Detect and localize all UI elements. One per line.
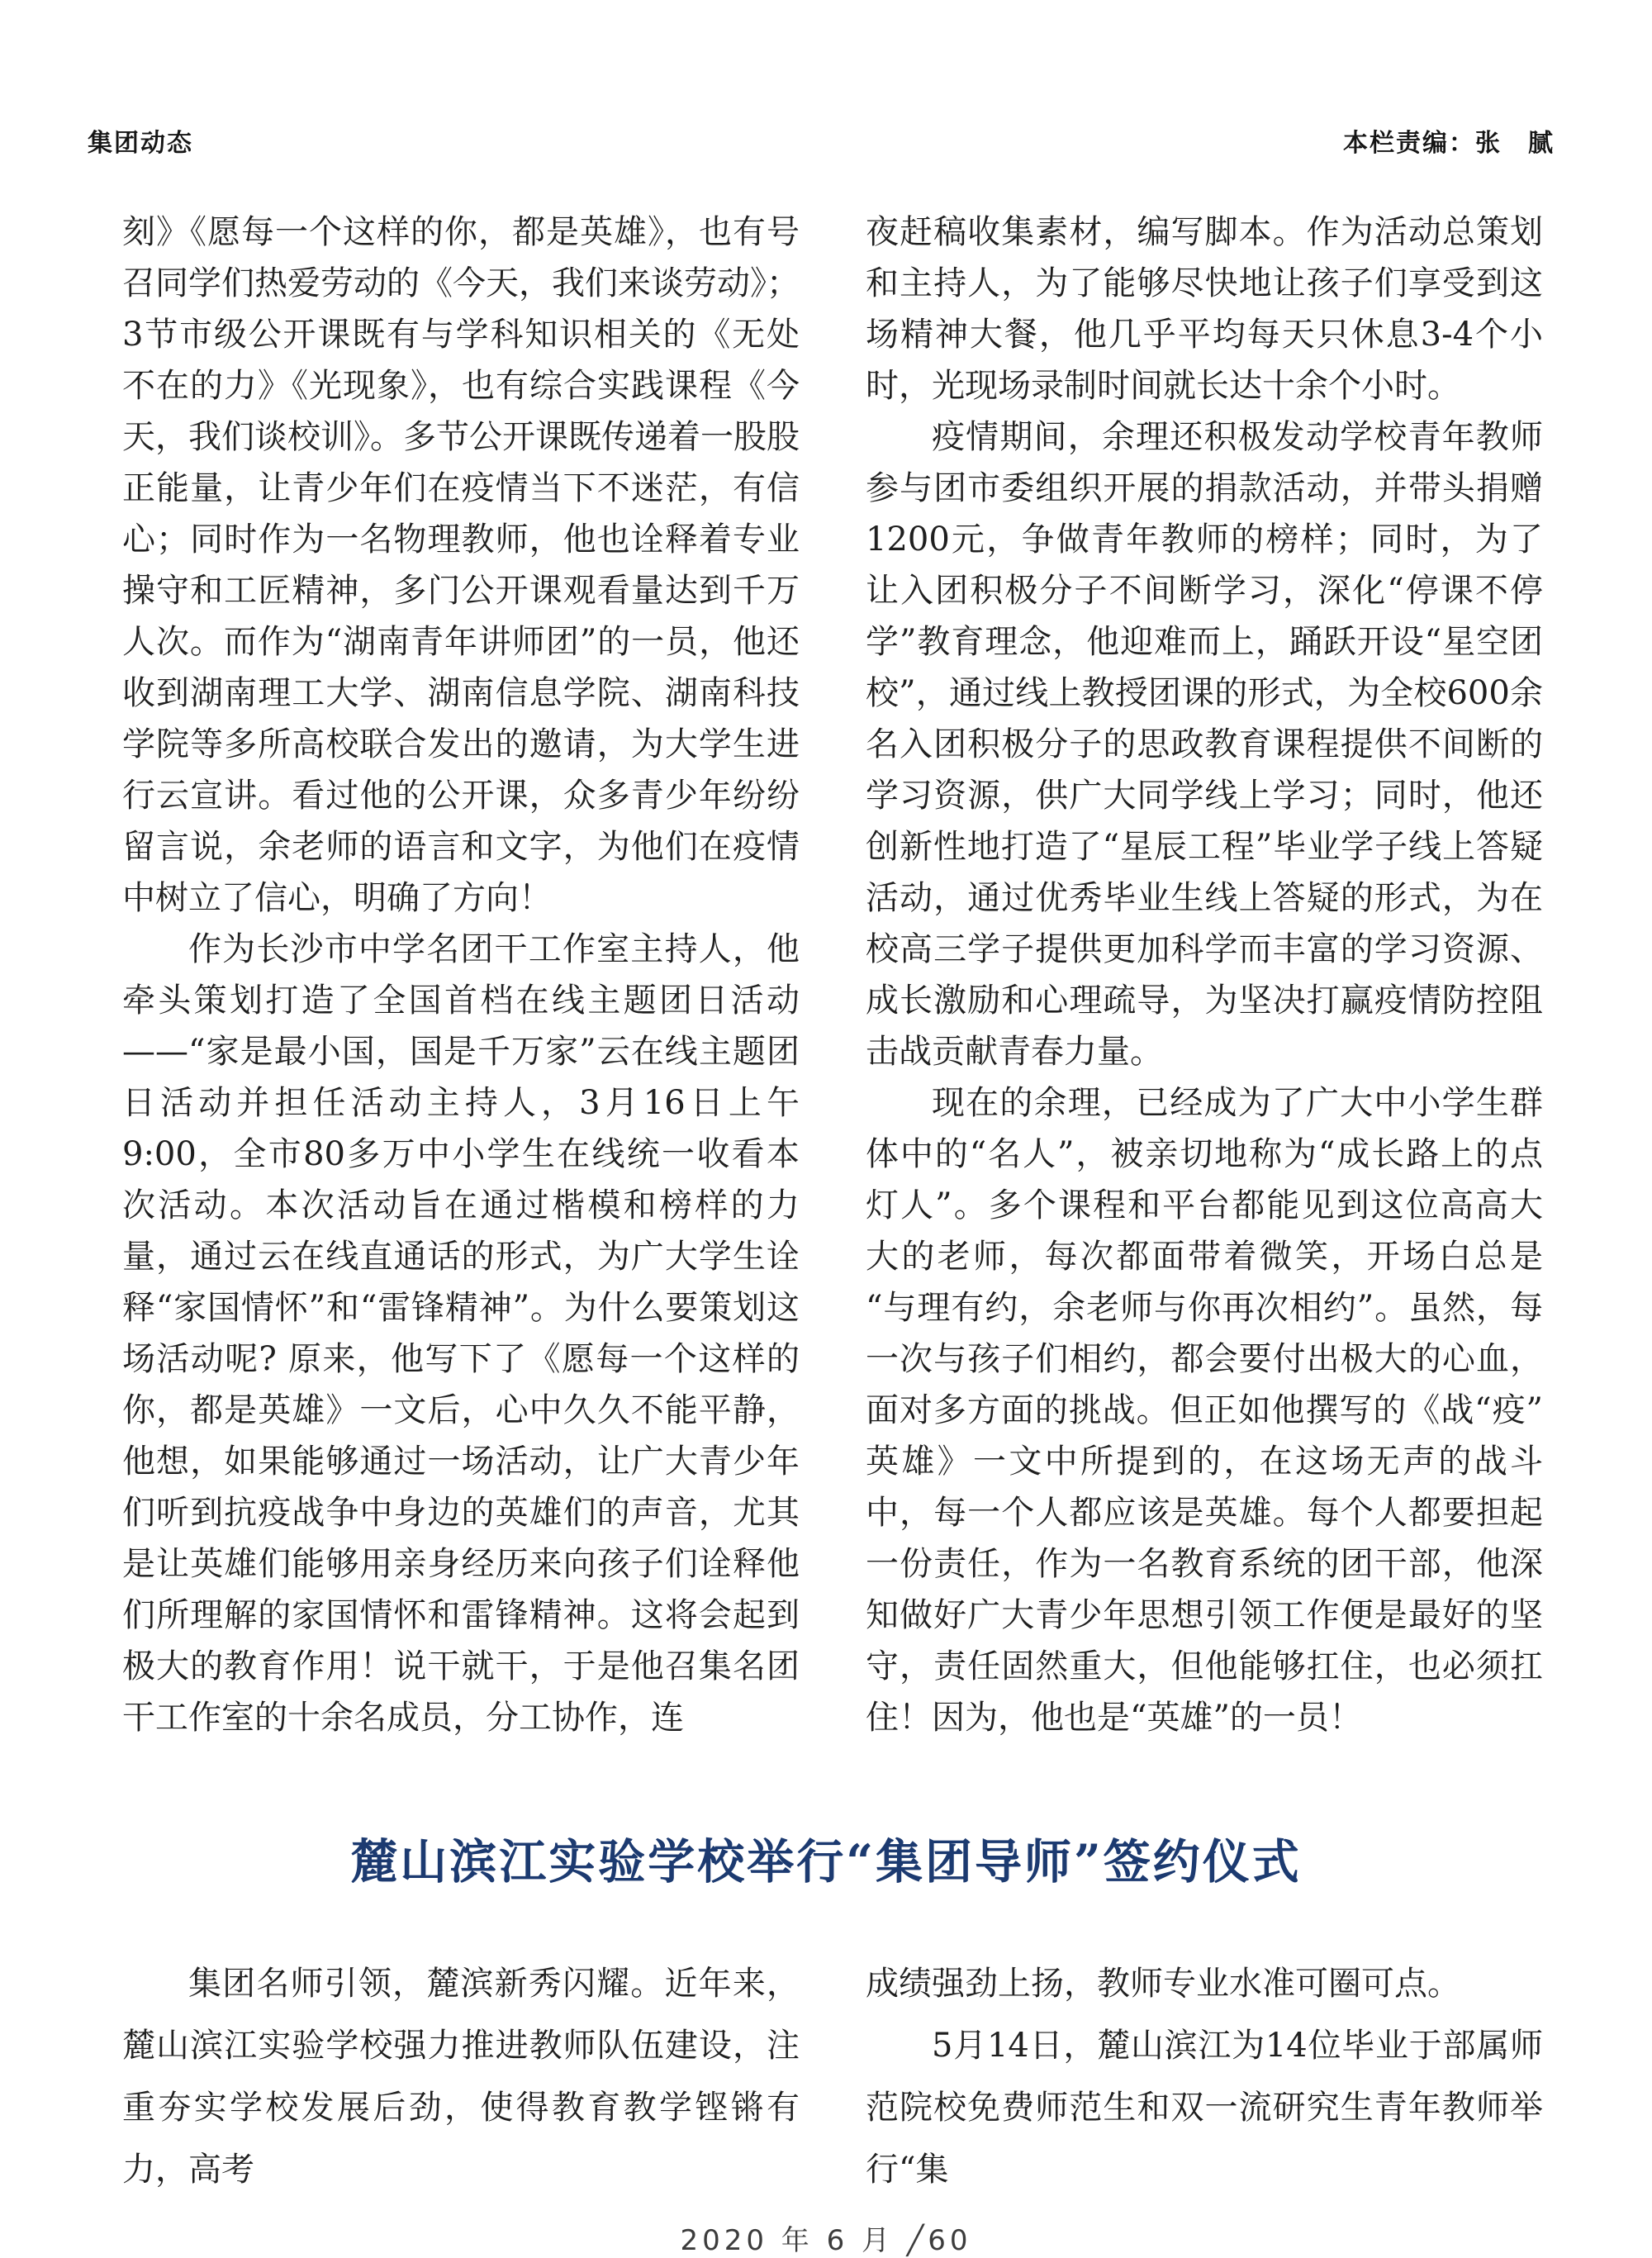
article2-columns [0,1953,1652,2201]
paragraph: 疫情期间，余理还积极发动学校青年教师参与团市委组织开展的捐款活动，并带头捐赠1200元，争做青年教师的榜样；同时，为了让入团积极分子不间断学习，深化“停课不停学”教育理念，他迎难而上，踊跃开设“星空团校”，通过线上教授团课的形式，为全校600余名入团积极分子的思政教育课程提供不间断的学习资源，供广大同学线上学习；同时，他还创新性地打造了“星辰工程”毕业学子线上答疑活动，通过优秀毕业生线上答疑的形式，为在校高三学子提供更加科学而丰富的学习资源、成长激励和心理疏导，为坚决打赢疫情防控阻击战贡献青春力量。 [866,418,1543,1071]
article-continued [0,207,1652,1743]
article2-left-column [122,1953,800,2201]
article1-columns [0,207,1652,1743]
paragraph: 作为长沙市中学名团干工作室主持人，他牵头策划打造了全国首档在线主题团日活动——“家是最小国，国是千万家”云在线主题团日活动并担任活动主持人，3月16日上午9:00，全市80多万中小学生在线统一收看本次活动。本次活动旨在通过楷模和榜样的力量，通过云在线直通话的形式，为广大学生诠释“家国情怀”和“雷锋精神”。为什么要策划这场活动呢? 原来，他写下了《愿每一个这样的你，都是英雄》一文后，心中久久不能平静，他想，如果能够通过一场活动，让广大青少年们听到抗疫战争中身边的英雄们的声音，尤其是让英雄们能够用亲身经历来向孩子们诠释他们所理解的家国情怀和雷锋精神。这将会起到极大的教育作用！说干就干，于是他召集名团干工作室的十余名成员，分工协作，连 [122,930,800,1737]
page-header [0,0,1652,159]
paragraph: 集团名师引领，麓滨新秀闪耀。近年来，麓山滨江实验学校强力推进教师队伍建设，注重夯实学校发展后劲，使得教育教学铿锵有力，高考 [122,1965,800,2189]
column-editor-label: 本栏责编：张 腻 [1343,129,1555,158]
article-title: 麓山滨江实验学校举行“集团导师”签约仪式 [350,1834,1302,1890]
article-second [0,1829,1652,2201]
paragraph: 5月14日，麓山滨江为14位毕业于部属师范院校免费师范生和双一流研究生青年教师举行“集 [866,2027,1543,2189]
paragraph: 现在的余理，已经成为了广大中小学生群体中的“名人”，被亲切地称为“成长路上的点灯人”。多个课程和平台都能见到这位高高大大的老师，每次都面带着微笑，开场白总是“与理有约，余老师与你再次相约”。虽然，每一次与孩子们相约，都会要付出极大的心血，面对多方面的挑战。但正如他撰写的《战“疫”英雄》一文中所提到的，在这场无声的战斗中，每一个人都应该是英雄。每个人都要担起一份责任，作为一名教育系统的团干部，他深知做好广大青少年思想引领工作便是最好的坚守，责任固然重大，但他能够扛住，也必须扛住！因为，他也是“英雄”的一员！ [866,1084,1543,1737]
paragraph-continuation: 夜赶稿收集素材，编写脚本。作为活动总策划和主持人，为了能够尽快地让孩子们享受到这场精神大餐，他几乎平均每天只休息3-4个小时，光现场录制时间就长达十余个小时。 [866,213,1543,405]
article2-right-column [866,1953,1543,2201]
section-label: 集团动态 [88,129,193,158]
paragraph-continuation: 刻》《愿每一个这样的你，都是英雄》，也有号召同学们热爱劳动的《今天，我们来谈劳动》；3节市级公开课既有与学科知识相关的《无处不在的力》《光现象》，也有综合实践课程《今天，我们谈校训》。多节公开课既传递着一股股正能量，让青少年们在疫情当下不迷茫，有信心；同时作为一名物理教师，他也诠释着专业操守和工匠精神，多门公开课观看量达到千万人次。而作为“湖南青年讲师团”的一员，他还收到湖南理工大学、湖南信息学院、湖南科技学院等多所高校联合发出的邀请，为大学生进行云宣讲。看过他的公开课，众多青少年纷纷留言说，余老师的语言和文字，为他们在疫情中树立了信心，明确了方向！ [122,213,800,917]
page-footer: 2020 年 6 月 ╱60 [680,2224,972,2257]
article1-left-column [122,207,800,1743]
paragraph-continuation: 成绩强劲上扬，教师专业水准可圈可点。 [866,1965,1460,2003]
article1-right-column [866,207,1543,1743]
